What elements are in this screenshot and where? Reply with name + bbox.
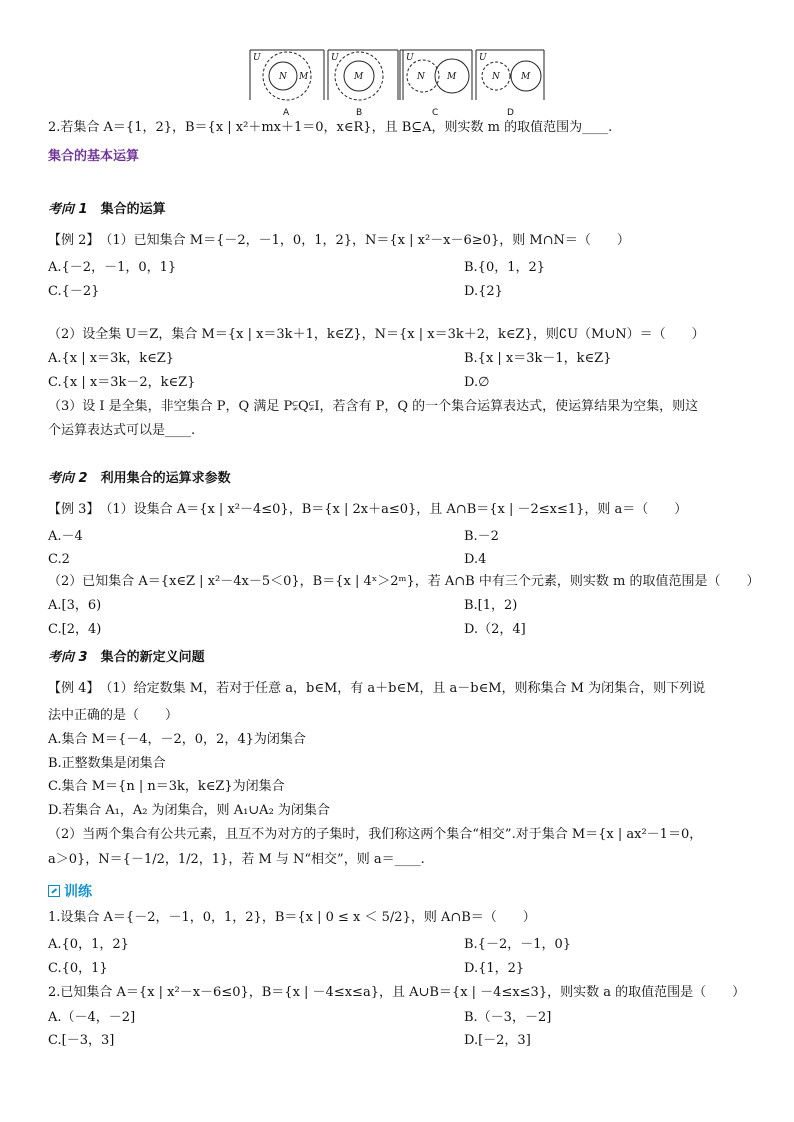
venn-figures bbox=[248, 48, 548, 120]
t2-option-b: B.（－3，－2] bbox=[464, 1010, 552, 1025]
label-n-d: N bbox=[492, 72, 500, 82]
example-4-part-2-line-2: a＞0}，N＝{－1/2，1/2，1}，若 M 与 N“相交”，则 a＝____. bbox=[48, 852, 425, 867]
label-n-c: N bbox=[417, 72, 425, 82]
example-4-part-1-line-2: 法中正确的是（ ） bbox=[48, 708, 179, 723]
label-u-a: U bbox=[253, 53, 261, 63]
ex4-1-option-b: B.正整数集是闭集合 bbox=[48, 756, 166, 771]
label-m-d: M bbox=[521, 72, 531, 82]
label-u-d: U bbox=[479, 53, 487, 63]
example-3-part-1: 【例 3】 （1）设集合 A＝{x | x²－4≤0}，B＝{x | 2x＋a≤0}，且 A∩B＝{x | －2≤x≤1}，则 a＝（ ） bbox=[48, 502, 688, 517]
ex2-1-option-d: D.{2} bbox=[464, 284, 503, 299]
ex3-2-option-a: A.[3，6) bbox=[48, 598, 102, 613]
t2-option-c: C.[－3，3] bbox=[48, 1033, 115, 1048]
t2-option-d: D.[－2，3] bbox=[464, 1033, 531, 1048]
example-2-part-1: 【例 2】 （1）已知集合 M＝{－2，－1，0，1，2}，N＝{x | x²－x－6≥0}，则 M∩N＝（ ） bbox=[48, 233, 630, 248]
ex3-2-option-c: C.[2，4) bbox=[48, 622, 102, 637]
training-title: 训练 bbox=[64, 884, 92, 900]
ex2-1-option-b: B.{0，1，2} bbox=[464, 260, 546, 275]
label-m-c: M bbox=[447, 72, 457, 82]
t1-option-d: D.{1，2} bbox=[464, 961, 525, 976]
question-2: 2.若集合 A＝{1，2}，B＝{x | x²＋mx＋1＝0，x∈R}，且 B⊆A，则实数 m 的取值范围为____. bbox=[48, 120, 613, 135]
kaoxiang-3-tag: 考向 3 bbox=[48, 650, 88, 665]
ex2-1-option-a: A.{－2，－1，0，1} bbox=[48, 260, 177, 275]
ex3-1-option-d: D.4 bbox=[464, 552, 487, 567]
example-4-part-2-line-1: （2）当两个集合有公共元素，且互不为对方的子集时，我们称这两个集合“相交”.对于集合 M＝{x | ax²－1＝0， bbox=[48, 827, 703, 842]
kaoxiang-2-heading bbox=[48, 470, 231, 488]
example-3-part-2: （2）已知集合 A＝{x∈Z | x²－4x－5＜0}，B＝{x | 4ˣ＞2ᵐ}，若 A∩B 中有三个元素，则实数 m 的取值范围是（ ） bbox=[48, 574, 760, 589]
kaoxiang-1-title: 集合的运算 bbox=[100, 202, 166, 217]
example-2-part-3-line-2: 个运算表达式可以是____. bbox=[48, 423, 196, 438]
figure-label-a: A bbox=[283, 108, 290, 118]
training-question-2: 2.已知集合 A＝{x | x²－x－6≤0}，B＝{x | －4≤x≤a}，且 A∪B＝{x | －4≤x≤3}，则实数 a 的取值范围是（ ） bbox=[48, 985, 746, 1000]
t1-option-b: B.{－2，－1，0} bbox=[464, 937, 572, 952]
label-u-b: U bbox=[331, 53, 339, 63]
section-title: 集合的基本运算 bbox=[48, 149, 140, 164]
venn-diagrams-svg bbox=[248, 48, 548, 120]
ex3-1-option-c: C.2 bbox=[48, 552, 70, 567]
training-question-1: 1.设集合 A＝{－2，－1，0，1，2}，B＝{x | 0 ≤ x ＜ 5/2}，则 A∩B＝（ ） bbox=[48, 910, 536, 925]
ex2-2-option-d: D.∅ bbox=[464, 375, 490, 390]
kaoxiang-1-tag: 考向 1 bbox=[48, 202, 88, 217]
ex2-2-option-a: A.{x | x＝3k，k∈Z} bbox=[48, 351, 175, 366]
ex2-1-option-c: C.{－2} bbox=[48, 284, 100, 299]
label-m-a: M bbox=[299, 72, 309, 82]
ex3-1-option-b: B.－2 bbox=[464, 529, 499, 544]
ex2-2-option-b: B.{x | x＝3k－1，k∈Z} bbox=[464, 351, 612, 366]
ex3-2-option-b: B.[1，2) bbox=[464, 598, 518, 613]
pencil-box-icon bbox=[48, 885, 60, 897]
label-u-c: U bbox=[406, 53, 414, 63]
ex3-1-option-a: A.－4 bbox=[48, 529, 83, 544]
training-heading bbox=[48, 883, 92, 901]
example-2-part-2: （2）设全集 U＝Z，集合 M＝{x | x＝3k＋1，k∈Z}，N＝{x | x＝3k＋2，k∈Z}，则∁U（M∪N）＝（ ） bbox=[48, 327, 705, 342]
ex4-1-option-d: D.若集合 A₁，A₂ 为闭集合，则 A₁∪A₂ 为闭集合 bbox=[48, 803, 330, 818]
label-m-b: M bbox=[354, 72, 364, 82]
ex4-1-option-c: C.集合 M＝{n | n＝3k，k∈Z}为闭集合 bbox=[48, 779, 285, 794]
ex2-2-option-c: C.{x | x＝3k－2，k∈Z} bbox=[48, 375, 196, 390]
kaoxiang-3-title: 集合的新定义问题 bbox=[100, 650, 205, 665]
label-n-a: N bbox=[279, 72, 287, 82]
ex3-2-option-d: D.（2，4] bbox=[464, 622, 526, 637]
kaoxiang-2-tag: 考向 2 bbox=[48, 471, 88, 486]
kaoxiang-1-heading bbox=[48, 201, 166, 219]
t2-option-a: A.（－4，－2] bbox=[48, 1010, 136, 1025]
kaoxiang-3-heading bbox=[48, 649, 205, 667]
figure-label-d: D bbox=[507, 108, 514, 118]
example-4-part-1-line-1: 【例 4】 （1）给定数集 M，若对于任意 a，b∈M，有 a＋b∈M，且 a－b∈M，则称集合 M 为闭集合，则下列说 bbox=[48, 681, 706, 696]
example-2-part-3-line-1: （3）设 I 是全集，非空集合 P，Q 满足 P⫋Q⫋I，若含有 P，Q 的一个集合运算表达式，使运算结果为空集，则这 bbox=[48, 399, 699, 414]
figure-label-b: B bbox=[356, 108, 363, 118]
figure-label-c: C bbox=[432, 108, 439, 118]
kaoxiang-2-title: 利用集合的运算求参数 bbox=[100, 471, 231, 486]
t1-option-c: C.{0，1} bbox=[48, 961, 108, 976]
ex4-1-option-a: A.集合 M＝{－4，－2，0，2，4}为闭集合 bbox=[48, 732, 306, 747]
t1-option-a: A.{0，1，2} bbox=[48, 937, 129, 952]
